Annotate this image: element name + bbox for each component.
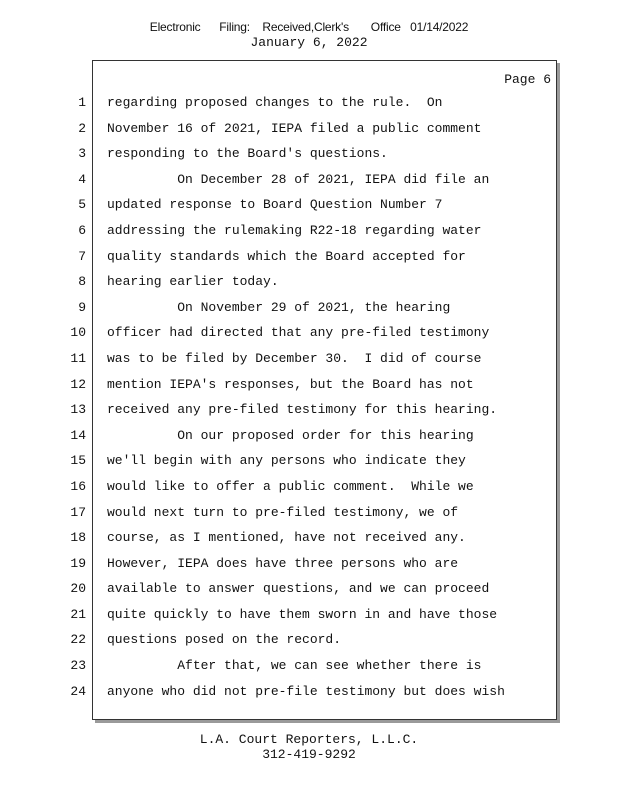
transcript-line: anyone who did not pre-file testimony but does wish xyxy=(107,683,505,699)
line-number-column xyxy=(50,92,86,706)
line-number: 3 xyxy=(78,146,86,162)
line-number: 13 xyxy=(70,402,86,418)
line-number: 9 xyxy=(78,299,86,315)
transcript-line: available to answer questions, and we can proceed xyxy=(107,581,490,597)
transcript-line: On December 28 of 2021, IEPA did file an xyxy=(107,171,490,187)
line-number: 18 xyxy=(70,530,86,546)
line-number: 4 xyxy=(78,171,86,187)
line-number: 21 xyxy=(70,606,86,622)
transcript-line: However, IEPA does have three persons who are xyxy=(107,555,459,571)
transcript-line: addressing the rulemaking R22-18 regarding water xyxy=(107,222,482,238)
reporter-phone: 312-419-9292 xyxy=(262,747,356,762)
transcript-line: would like to offer a public comment. While we xyxy=(107,478,474,494)
line-number: 1 xyxy=(78,95,86,110)
transcript-line: questions posed on the record. xyxy=(107,632,342,648)
transcript-line: received any pre-filed testimony for this hearing. xyxy=(107,402,498,418)
line-number: 12 xyxy=(70,376,86,392)
transcript-line: course, as I mentioned, have not received any. xyxy=(107,530,466,546)
filing-stamp: Electronic Filing: Received,Clerk's Office 01/14/2022 xyxy=(149,20,469,34)
line-number: 8 xyxy=(78,274,86,290)
reporter-company: L.A. Court Reporters, L.L.C. xyxy=(199,732,419,747)
line-number: 15 xyxy=(70,453,86,469)
line-number: 2 xyxy=(78,120,86,136)
line-number: 11 xyxy=(70,350,86,366)
page-number: Page 6 xyxy=(504,72,551,87)
transcript-text xyxy=(107,92,547,706)
line-number: 14 xyxy=(70,427,86,443)
line-number: 24 xyxy=(70,683,86,699)
line-number: 17 xyxy=(70,504,86,520)
transcript-line: we'll begin with any persons who indicate they xyxy=(107,453,466,469)
line-number: 20 xyxy=(70,581,86,597)
transcript-line: would next turn to pre-filed testimony, we of xyxy=(107,504,459,520)
line-number: 22 xyxy=(70,632,86,648)
transcript-line: updated response to Board Question Number 7 xyxy=(107,197,443,213)
transcript-line: quality standards which the Board accepted for xyxy=(107,248,466,264)
line-number: 16 xyxy=(70,478,86,494)
line-number: 23 xyxy=(70,658,86,674)
line-number: 6 xyxy=(78,222,86,238)
transcript-line: On November 29 of 2021, the hearing xyxy=(107,299,451,315)
line-number: 19 xyxy=(70,555,86,571)
transcript-line: After that, we can see whether there is xyxy=(107,658,482,674)
line-number: 7 xyxy=(78,248,86,264)
line-number: 10 xyxy=(70,325,86,341)
transcript-line: hearing earlier today. xyxy=(107,274,279,290)
transcript-line: quite quickly to have them sworn in and have those xyxy=(107,606,498,622)
transcript-line: was to be filed by December 30. I did of course xyxy=(107,350,482,366)
transcript-line: responding to the Board's questions. xyxy=(107,146,388,162)
page-footer xyxy=(0,732,618,762)
transcript-line: officer had directed that any pre-filed testimony xyxy=(107,325,490,341)
transcript-line: On our proposed order for this hearing xyxy=(107,427,474,443)
transcript-line: mention IEPA's responses, but the Board has not xyxy=(107,376,474,392)
transcript-line: November 16 of 2021, IEPA filed a public comment xyxy=(107,120,482,136)
hearing-date: January 6, 2022 xyxy=(250,35,368,50)
transcript-line: regarding proposed changes to the rule. On xyxy=(107,95,443,110)
line-number: 5 xyxy=(78,197,86,213)
